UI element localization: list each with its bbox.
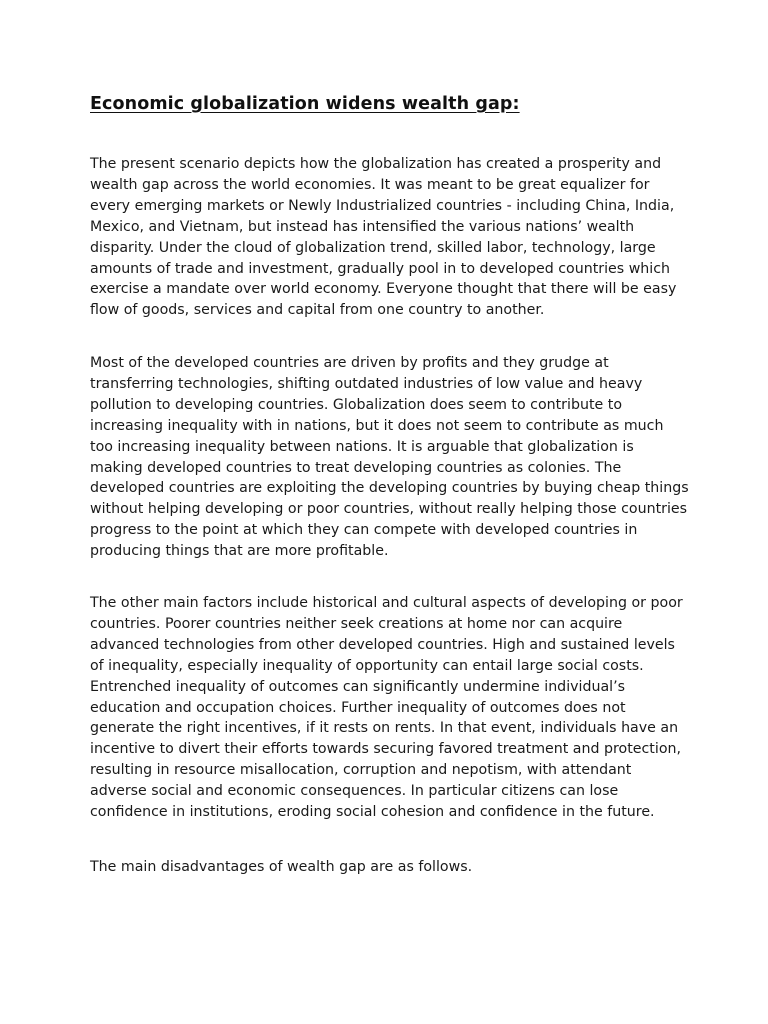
paragraph-developed-countries: Most of the developed countries are driven by profits and they grudge at transferring technologies, shifting outdated industries of low value and heavy pollution to developing countries. Globalization does seem to contribute to increasing inequality with in nations, but it does not seem to contribute as much too increasing inequality between nations. It is arguable that globalization is making developed countries to treat developing countries as colonies. The developed countries are exploiting the developing countries by buying cheap things without helping developing or poor countries, without really helping those countries progress to the point at which they can compete with developed countries in producing things that are more profitable. — [90, 355, 689, 560]
paragraph-intro: The present scenario depicts how the globalization has created a prosperity and wealth gap across the world economies. It was meant to be great equalizer for every emerging markets or Newly Industrialized countries - including China, India, Mexico, and Vietnam, but instead has intensified the various nations’ wealth disparity. Under the cloud of globalization trend, skilled labor, technology, large amounts of trade and investment, gradually pool in to developed countries which exercise a mandate over world economy. Everyone thought that there will be easy flow of goods, services and capital from one country to another. — [90, 156, 677, 319]
paragraph-other-factors: The other main factors include historical and cultural aspects of developing or poor countries. Poorer countries neither seek creations at home nor can acquire advanced technologies from other developed countries. High and sustained levels of inequality, especially inequality of opportunity can entail large social costs. Entrenched inequality of outcomes can significantly undermine individual’s education and occupation choices. Further inequality of outcomes does not generate the right incentives, if it rests on rents. In that event, individuals have an incentive to divert their efforts towards securing favored treatment and protection, resulting in resource misallocation, corruption and nepotism, with attendant adverse social and economic consequences. In particular citizens can lose confidence in institutions, eroding social cohesion and confidence in the future. — [90, 595, 683, 821]
paragraph-disadvantages-intro: The main disadvantages of wealth gap are as follows. — [90, 859, 473, 875]
document-title: Economic globalization widens wealth gap: — [90, 94, 520, 114]
